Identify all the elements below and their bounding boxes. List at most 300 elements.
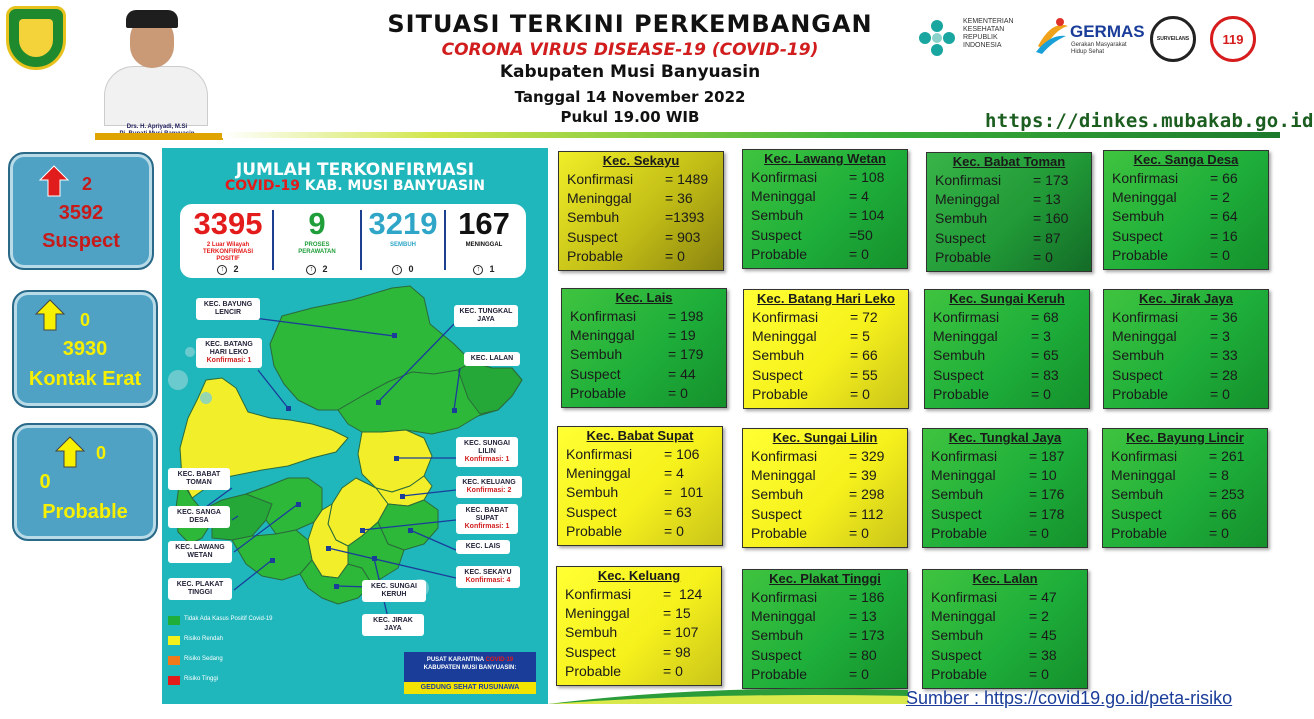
kecamatan-stat-row xyxy=(1112,328,1264,347)
stat-label: Meninggal xyxy=(1112,328,1177,344)
stat-label: Meninggal xyxy=(566,465,631,481)
stat-label: Konfirmasi xyxy=(931,589,998,605)
stat-value: = 28 xyxy=(1210,367,1238,383)
title-block xyxy=(340,10,920,126)
kecamatan-stat-row xyxy=(570,327,722,346)
map-label-text: KEC. LALAN xyxy=(470,355,514,362)
kecamatan-stat-row xyxy=(751,589,903,608)
map-label-text: KEC. LAWANG xyxy=(175,544,225,551)
stat-value: = 4 xyxy=(849,188,869,204)
stat-label: Probable xyxy=(752,386,809,402)
kecamatan-card xyxy=(926,152,1092,272)
stat-label: Konfirmasi xyxy=(935,172,1002,188)
recovered-change-value: 0 xyxy=(408,264,414,274)
kecamatan-name: Kec. Plakat Tinggi xyxy=(769,571,881,586)
stat-value: = 64 xyxy=(1210,208,1238,224)
map-label-text: LILIN xyxy=(478,448,496,455)
regency-seal-logo xyxy=(6,6,66,70)
stat-label: Suspect xyxy=(935,230,986,246)
stat-label: Probable xyxy=(931,525,988,541)
confirmed-total: 3395 xyxy=(193,206,263,241)
arrow-up-circle-icon: ↑ xyxy=(306,265,316,275)
map-label-text: KEC. SUNGAI xyxy=(371,583,417,590)
stat-label: Meninggal xyxy=(752,328,817,344)
footer-swoosh xyxy=(548,680,908,704)
kecamatan-stat-row xyxy=(933,309,1085,328)
stat-value: = 178 xyxy=(1029,506,1065,522)
kecamatan-card xyxy=(742,428,908,548)
map-label-text: KEC. BAYUNG xyxy=(203,301,253,308)
stat-value: =1393 xyxy=(665,209,705,225)
recovered-total: 3219 xyxy=(368,206,438,241)
kecamatan-card xyxy=(558,151,724,271)
stat-label: Konfirmasi xyxy=(751,169,818,185)
stat-value: = 124 xyxy=(663,586,703,602)
kecamatan-stat-row xyxy=(567,248,719,267)
deaths-caption: MENINGGAL xyxy=(465,242,503,248)
kecamatan-stat-row xyxy=(1111,467,1263,486)
stat-value: = 176 xyxy=(1029,486,1065,502)
kemenkes-line-2: KESEHATAN xyxy=(963,26,1005,33)
stat-value: = 10 xyxy=(1029,467,1057,483)
stat-label: Probable xyxy=(565,663,622,679)
kecamatan-stat-row xyxy=(567,190,719,209)
map-label-sungai-keruh xyxy=(362,580,426,602)
stat-value: = 0 xyxy=(1031,386,1051,402)
report-date: Tanggal 14 November 2022 xyxy=(514,88,746,106)
stat-value: = 66 xyxy=(1209,506,1237,522)
map-label-text: KEC. SANGA xyxy=(177,509,221,516)
suspect-delta: 2 xyxy=(82,174,93,194)
quarantine-center-box xyxy=(404,652,536,694)
kecamatan-card xyxy=(924,289,1090,409)
map-region-plakat-tinggi xyxy=(232,530,312,580)
deaths-total: 167 xyxy=(458,206,510,241)
stat-label: Suspect xyxy=(931,506,982,522)
legend-text: Risiko Sedang xyxy=(184,656,223,662)
map-label-babat-supat xyxy=(456,504,518,534)
map-label-text: KEC. BATANG xyxy=(205,341,253,348)
kecamatan-name: Kec. Sungai Keruh xyxy=(949,291,1065,306)
stat-label: Probable xyxy=(1112,386,1169,402)
stat-label: Probable xyxy=(570,385,627,401)
germas-logo xyxy=(1034,14,1144,60)
stat-value: = 0 xyxy=(1029,525,1049,541)
kecamatan-stat-row xyxy=(570,308,722,327)
kecamatan-stat-row xyxy=(751,647,903,666)
map-label-text: KEC. BABAT xyxy=(465,507,509,514)
stat-value: = 5 xyxy=(850,328,870,344)
stat-value: = 16 xyxy=(1210,228,1238,244)
kecamatan-stat-row xyxy=(752,328,904,347)
stat-value: = 903 xyxy=(665,229,701,245)
map-label-text: TINGGI xyxy=(187,589,213,596)
stat-value: = 39 xyxy=(849,467,877,483)
kecamatan-stat-row xyxy=(933,367,1085,386)
map-label-text: TOMAN xyxy=(186,479,212,486)
legend-swatch xyxy=(168,656,180,665)
kecamatan-name: Kec. Bayung Lincir xyxy=(1126,430,1244,445)
stat-value: = 186 xyxy=(849,589,885,605)
map-label-konfirmasi: Konfirmasi: 1 xyxy=(464,456,510,463)
stat-value: = 107 xyxy=(663,624,699,640)
stat-label: Konfirmasi xyxy=(570,308,637,324)
map-label-lais xyxy=(456,540,510,554)
map-label-konfirmasi: Konfirmasi: 1 xyxy=(464,523,510,530)
stat-value: = 38 xyxy=(1029,647,1057,663)
map-label-konfirmasi: Konfirmasi: 4 xyxy=(465,577,511,584)
kecamatan-stat-row xyxy=(566,504,718,523)
kecamatan-stat-row xyxy=(751,169,903,188)
stat-value: = 187 xyxy=(1029,448,1065,464)
map-label-text: KEC. BABAT xyxy=(177,471,221,478)
stat-label: Sembuh xyxy=(751,486,804,502)
stat-label: Meninggal xyxy=(751,188,816,204)
kecamatan-card xyxy=(556,566,722,686)
stat-value: = 66 xyxy=(1210,170,1238,186)
kecamatan-stat-row xyxy=(566,484,718,503)
kecamatan-stat-row xyxy=(1112,228,1264,247)
stat-value: = 80 xyxy=(849,647,877,663)
map-label-batang-hari-leko xyxy=(196,338,262,368)
confirmed-caption-2: TERKONFIRMASI xyxy=(203,249,253,255)
stat-label: Sembuh xyxy=(565,624,618,640)
stat-value: = 298 xyxy=(849,486,885,502)
kecamatan-stat-row xyxy=(931,467,1083,486)
treatment-change-value: 2 xyxy=(322,264,328,274)
kecamatan-stat-row xyxy=(566,465,718,484)
map-label-sungai-lilin xyxy=(456,437,518,467)
stat-value: = 0 xyxy=(849,246,869,262)
kecamatan-stat-row xyxy=(566,523,718,542)
stat-label: Meninggal xyxy=(931,608,996,624)
stat-label: Konfirmasi xyxy=(566,446,633,462)
map-label-text: KERUH xyxy=(381,591,407,598)
kecamatan-stat-row xyxy=(931,666,1083,685)
kecamatan-card xyxy=(561,288,727,408)
kecamatan-card xyxy=(557,426,723,546)
legend-swatch xyxy=(168,676,180,685)
legend-swatch xyxy=(168,636,180,645)
kecamatan-stat-row xyxy=(751,188,903,207)
map-label-text: KEC. LAIS xyxy=(465,543,501,550)
stat-label: Probable xyxy=(751,666,808,682)
map-label-text: LENCIR xyxy=(214,309,242,316)
kecamatan-card xyxy=(1103,150,1269,270)
stat-value: = 329 xyxy=(849,448,885,464)
map-label-sekayu xyxy=(456,566,520,588)
kemenkes-line-4: INDONESIA xyxy=(963,42,1002,49)
stat-value: =50 xyxy=(849,227,873,243)
map-label-text: KEC. PLAKAT xyxy=(176,581,224,588)
kecamatan-stat-row xyxy=(570,346,722,365)
deaths-change-value: 1 xyxy=(489,264,495,274)
stat-value: = 1489 xyxy=(665,171,709,187)
kecamatan-stat-row xyxy=(931,627,1083,646)
stat-label: Probable xyxy=(1112,247,1169,263)
stat-value: = 108 xyxy=(849,169,885,185)
stat-label: Suspect xyxy=(1112,228,1163,244)
suspect-label: Suspect xyxy=(42,230,120,252)
legend-text: Tidak Ada Kasus Positif Covid-19 xyxy=(184,616,273,622)
map-label-text: JAYA xyxy=(477,316,495,323)
stat-value: = 98 xyxy=(663,644,691,660)
kecamatan-stat-row xyxy=(1112,309,1264,328)
stat-label: Konfirmasi xyxy=(752,309,819,325)
kemenkes-line-3: REPUBLIK xyxy=(963,34,998,41)
quarantine-line1-covid: COVID-19 xyxy=(485,657,514,663)
stat-label: Sembuh xyxy=(1111,486,1164,502)
kecamatan-stat-row xyxy=(1111,525,1263,544)
stat-value: = 63 xyxy=(664,504,692,520)
kecamatan-card xyxy=(922,428,1088,548)
header-divider-bar xyxy=(222,132,1280,138)
kemenkes-line-1: KEMENTERIAN xyxy=(963,18,1014,25)
map-label-text: KEC. KELUANG xyxy=(462,479,516,486)
kecamatan-stat-row xyxy=(931,506,1083,525)
kecamatan-name: Kec. Lalan xyxy=(972,571,1038,586)
kecamatan-name: Kec. Babat Toman xyxy=(952,154,1066,169)
quarantine-location: GEDUNG SEHAT RUSUNAWA xyxy=(404,682,536,694)
stat-value: = 4 xyxy=(664,465,684,481)
kecamatan-stat-row xyxy=(751,467,903,486)
kontak-erat-value: 3930 xyxy=(62,338,108,360)
stat-value: = 15 xyxy=(663,605,691,621)
map-label-lalan xyxy=(464,352,520,366)
stat-label: Sembuh xyxy=(751,627,804,643)
stat-value: = 0 xyxy=(849,525,869,541)
kecamatan-card xyxy=(1103,289,1269,409)
arrow-up-circle-icon: ↑ xyxy=(217,265,227,275)
official-portrait xyxy=(92,6,222,136)
kecamatan-name: Kec. Sanga Desa xyxy=(1133,152,1239,167)
kecamatan-stat-row xyxy=(752,386,904,405)
stat-value: = 0 xyxy=(1210,386,1230,402)
stat-value: = 36 xyxy=(665,190,693,206)
kecamatan-stat-row xyxy=(931,608,1083,627)
stat-label: Meninggal xyxy=(935,191,1000,207)
kecamatan-stat-row xyxy=(1111,506,1263,525)
stat-value: = 55 xyxy=(850,367,878,383)
stat-value: = 2 xyxy=(1210,189,1230,205)
stat-value: = 47 xyxy=(1029,589,1057,605)
kecamatan-stat-row xyxy=(933,328,1085,347)
stat-value: = 66 xyxy=(850,347,878,363)
dinkes-website-link[interactable]: https://dinkes.mubakab.go.id xyxy=(985,110,1314,132)
stat-value: = 0 xyxy=(1209,525,1229,541)
stat-value: = 8 xyxy=(1209,467,1229,483)
stat-value: = 179 xyxy=(668,346,704,362)
arrow-up-icon xyxy=(40,166,68,196)
stat-label: Meninggal xyxy=(570,327,635,343)
stat-value: = 173 xyxy=(849,627,885,643)
kecamatan-stat-row xyxy=(566,446,718,465)
stat-label: Konfirmasi xyxy=(751,589,818,605)
kontak-erat-delta: 0 xyxy=(80,310,91,330)
stat-label: Sembuh xyxy=(567,209,620,225)
kecamatan-name: Kec. Lais xyxy=(615,290,673,305)
kecamatan-stat-row xyxy=(933,386,1085,405)
stat-label: Konfirmasi xyxy=(751,448,818,464)
stat-value: = 33 xyxy=(1210,347,1238,363)
kecamatan-stat-row xyxy=(935,230,1087,249)
stat-label: Suspect xyxy=(566,504,617,520)
stat-label: Sembuh xyxy=(935,210,988,226)
kontak-erat-label: Kontak Erat xyxy=(28,368,142,390)
probable-value: 0 xyxy=(39,471,51,493)
kecamatan-stat-row xyxy=(935,210,1087,229)
stat-value: = 112 xyxy=(849,506,884,522)
map-subtitle-covid: COVID-19 xyxy=(224,178,300,194)
kecamatan-name: Kec. Tungkal Jaya xyxy=(948,430,1062,445)
stat-label: Sembuh xyxy=(933,347,986,363)
stat-label: Sembuh xyxy=(1112,208,1165,224)
stat-value: = 65 xyxy=(1031,347,1059,363)
kecamatan-stat-row xyxy=(931,448,1083,467)
stat-label: Suspect xyxy=(931,647,982,663)
kontak-erat-stat-card xyxy=(12,290,158,408)
stat-label: Konfirmasi xyxy=(1112,170,1179,186)
source-link[interactable]: Sumber : https://covid19.go.id/peta-risiko xyxy=(906,688,1233,708)
map-label-text: KEC. SEKAYU xyxy=(464,569,512,576)
stat-label: Sembuh xyxy=(570,346,623,362)
kecamatan-stat-row xyxy=(1112,347,1264,366)
stat-value: = 0 xyxy=(850,386,870,402)
gold-strip xyxy=(95,133,223,140)
stat-label: Konfirmasi xyxy=(1112,309,1179,325)
legend-swatch xyxy=(168,616,180,625)
stat-value: = 173 xyxy=(1033,172,1069,188)
page-title: SITUASI TERKINI PERKEMBANGAN xyxy=(387,10,873,38)
stat-value: = 13 xyxy=(1033,191,1061,207)
map-label-keluang xyxy=(456,476,522,498)
probable-delta: 0 xyxy=(96,443,107,463)
kecamatan-stat-row xyxy=(751,486,903,505)
kecamatan-stat-row xyxy=(751,506,903,525)
stat-label: Suspect xyxy=(751,227,802,243)
kecamatan-card xyxy=(922,569,1088,689)
germas-swoosh-icon xyxy=(1034,16,1070,56)
kecamatan-stat-row xyxy=(570,385,722,404)
kecamatan-stat-row xyxy=(1112,367,1264,386)
map-label-babat-toman xyxy=(168,468,230,490)
kecamatan-stat-row xyxy=(935,249,1087,268)
treatment-total: 9 xyxy=(308,206,326,241)
kecamatan-card xyxy=(1102,428,1268,548)
map-label-sanga-desa xyxy=(168,506,230,528)
kecamatan-name: Kec. Sungai Lilin xyxy=(772,430,878,445)
map-label-tungkal-jaya xyxy=(454,305,518,327)
kecamatan-stat-row xyxy=(567,171,719,190)
kecamatan-stat-row xyxy=(565,644,717,663)
kecamatan-stat-row xyxy=(565,586,717,605)
kecamatan-stat-row xyxy=(751,627,903,646)
kecamatan-stat-row xyxy=(751,246,903,265)
surveilans-badge-logo xyxy=(1150,16,1196,62)
quarantine-line2: KABUPATEN MUSI BANYUASIN: xyxy=(423,665,517,671)
kecamatan-stat-row xyxy=(752,309,904,328)
stat-label: Sembuh xyxy=(931,486,984,502)
arrow-up-circle-icon: ↑ xyxy=(473,265,483,275)
map-label-bayung-lencir xyxy=(196,298,260,320)
arrow-up-circle-icon: ↑ xyxy=(392,265,402,275)
kecamatan-stat-row xyxy=(935,172,1087,191)
kecamatan-stat-row xyxy=(751,525,903,544)
kecamatan-stat-row xyxy=(1112,386,1264,405)
arrow-up-icon xyxy=(56,437,84,467)
kecamatan-stat-row xyxy=(1111,486,1263,505)
stat-label: Suspect xyxy=(751,647,802,663)
map-label-konfirmasi: Konfirmasi: 1 xyxy=(206,357,252,364)
legend-text: Risiko Rendah xyxy=(184,636,224,642)
stat-label: Suspect xyxy=(933,367,984,383)
stat-value: = 83 xyxy=(1031,367,1059,383)
quarantine-line1: PUSAT KARANTINA xyxy=(426,657,486,663)
confirmed-caption-3: POSITIF xyxy=(216,256,240,262)
stat-label: Suspect xyxy=(752,367,803,383)
kecamatan-stat-row xyxy=(1112,170,1264,189)
kecamatan-stat-row xyxy=(931,525,1083,544)
stat-value: = 0 xyxy=(664,523,684,539)
stat-label: Meninggal xyxy=(751,608,816,624)
kecamatan-stat-row xyxy=(751,227,903,246)
stat-value: = 44 xyxy=(668,366,696,382)
stat-value: = 253 xyxy=(1209,486,1245,502)
kecamatan-stat-row xyxy=(752,347,904,366)
stat-value: = 0 xyxy=(1210,247,1230,263)
header xyxy=(0,0,1314,140)
stat-label: Meninggal xyxy=(565,605,630,621)
kecamatan-stat-row xyxy=(931,647,1083,666)
kecamatan-stat-row xyxy=(565,624,717,643)
kecamatan-stat-row xyxy=(565,605,717,624)
map-label-text: SUPAT xyxy=(475,515,499,522)
stat-value: = 19 xyxy=(668,327,696,343)
kecamatan-stat-row xyxy=(1111,448,1263,467)
stat-value: = 160 xyxy=(1033,210,1069,226)
kecamatan-name: Kec. Sekayu xyxy=(602,153,680,168)
map-label-text: KEC. SUNGAI xyxy=(464,440,510,447)
stat-value: = 2 xyxy=(1029,608,1049,624)
stat-label: Meninggal xyxy=(933,328,998,344)
stat-label: Meninggal xyxy=(931,467,996,483)
stat-value: = 106 xyxy=(664,446,700,462)
stat-label: Probable xyxy=(933,386,990,402)
map-label-text: DESA xyxy=(189,517,209,524)
map-label-konfirmasi: Konfirmasi: 2 xyxy=(466,487,512,494)
stat-value: = 36 xyxy=(1210,309,1238,325)
kecamatan-stat-row xyxy=(1112,189,1264,208)
stat-label: Suspect xyxy=(1112,367,1163,383)
surveilans-text: SURVEILANS xyxy=(1156,36,1190,42)
map-label-lawang-wetan xyxy=(168,541,232,563)
stat-label: Meninggal xyxy=(751,467,816,483)
kecamatan-stat-row xyxy=(935,191,1087,210)
treatment-caption-2: PERAWATAN xyxy=(298,249,336,255)
stat-label: Suspect xyxy=(567,229,618,245)
kecamatan-stat-row xyxy=(1112,247,1264,266)
stat-label: Sembuh xyxy=(566,484,619,500)
legend-text: Risiko Tinggi xyxy=(184,676,219,682)
confirmed-caption-1: 2 Luar Wilayah xyxy=(206,242,250,248)
germas-sub-2: Hidup Sehat xyxy=(1071,49,1105,55)
kecamatan-name: Kec. Lawang Wetan xyxy=(764,151,886,166)
stat-value: = 101 xyxy=(664,484,704,500)
map-label-text: JAYA xyxy=(384,625,402,632)
stat-value: = 0 xyxy=(665,248,685,264)
kecamatan-card xyxy=(742,569,908,689)
region-title: Kabupaten Musi Banyuasin xyxy=(499,62,761,82)
